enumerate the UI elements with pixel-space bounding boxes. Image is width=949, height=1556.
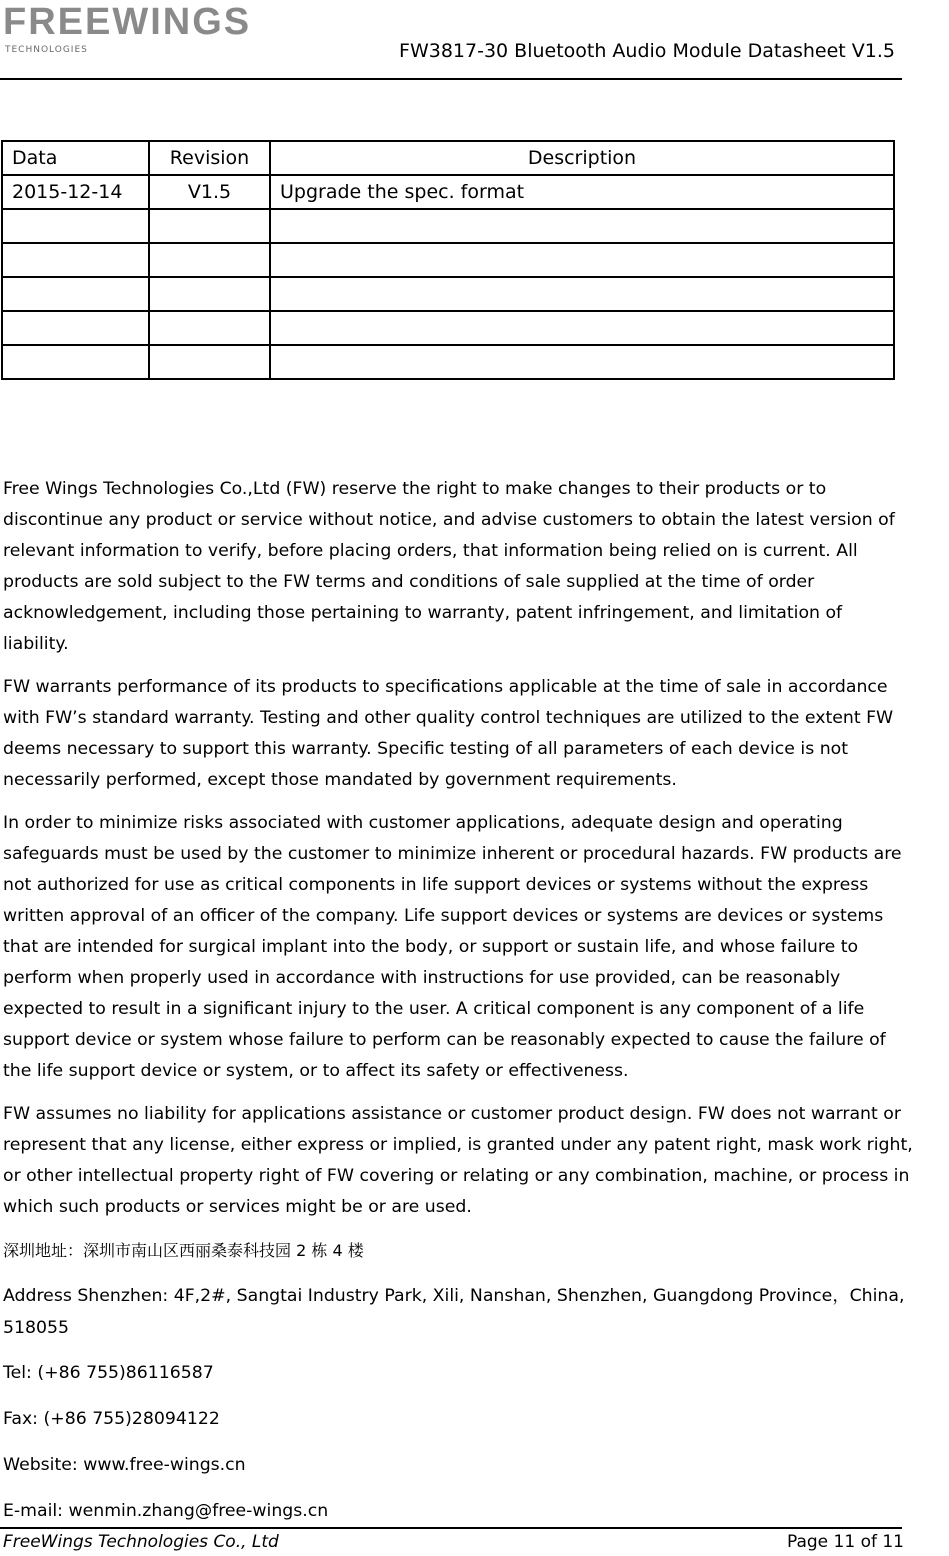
header-description: Description <box>270 141 894 175</box>
table-row <box>2 277 894 311</box>
table-header-row <box>2 141 894 175</box>
header-revision: Revision <box>149 141 270 175</box>
disclaimer-paragraph: Free Wings Technologies Co.,Ltd (FW) reserve the right to make changes to their products or to discontinue any product or service without notice, and advise customers to obtain the latest version of relevant information to verify, before placing orders, that information being relied on is current. All products are sold subject to the FW terms and conditions of sale supplied at the time of order acknowledgement, including those pertaining to warranty, patent infringement, and limitation of liability. <box>3 479 895 654</box>
table-row <box>2 209 894 243</box>
cell-description <box>270 243 894 277</box>
table-row <box>2 311 894 345</box>
table-row <box>2 175 894 209</box>
cell-revision <box>149 277 270 311</box>
cell-description <box>270 209 894 243</box>
cell-description <box>270 345 894 379</box>
address-chinese: 深圳地址：深圳市南山区西丽桑泰科技园 2 栋 4 楼 <box>3 1241 364 1260</box>
warranty-paragraph: FW warrants performance of its products to specifications applicable at the time of sale in accordance with FW’s standard warranty. Testing and other quality control techniques are utilized to the extent FW deems necessary to support this warranty. Specific testing of all parameters of each device is not necessarily performed, except those mandated by government requirements. <box>3 677 894 790</box>
document-title: FW3817-30 Bluetooth Audio Module Datasheet V1.5 <box>399 40 895 62</box>
cell-revision <box>149 209 270 243</box>
cell-date <box>2 277 149 311</box>
revision-table <box>1 140 895 380</box>
footer-divider <box>0 1527 902 1529</box>
cell-revision: V1.5 <box>149 175 270 209</box>
cell-revision <box>149 243 270 277</box>
contact-info <box>3 1235 913 1534</box>
fax: Fax: (+86 755)28094122 <box>3 1409 220 1429</box>
email-link[interactable]: E-mail: wenmin.zhang@free-wings.cn <box>3 1501 329 1521</box>
table-row <box>2 345 894 379</box>
address-english: Address Shenzhen: 4F,2#, Sangtai Industry Park, Xili, Nanshan, Shenzhen, Guangdong Province，China, 518055 <box>3 1286 905 1338</box>
cell-date <box>2 311 149 345</box>
cell-description <box>270 277 894 311</box>
cell-date <box>2 243 149 277</box>
life-support-paragraph: In order to minimize risks associated with customer applications, adequate design and operating safeguards must be used by the customer to minimize inherent or procedural hazards. FW products are not authorized for use as critical components in life support devices or systems without the express written approval of an officer of the company. Life support devices or systems are devices or systems that are intended for surgical implant into the body, or support or sustain life, and whose failure to perform when properly used in accordance with instructions for use provided, can be reasonably expected to result in a significant injury to the user. A critical component is any component of a life support device or system whose failure to perform can be reasonably expected to cause the failure of the life support device or system, or to affect its safety or effectiveness. <box>3 813 902 1081</box>
disclaimer-section <box>3 474 913 1534</box>
cell-date: 2015-12-14 <box>2 175 149 209</box>
telephone: Tel: (+86 755)86116587 <box>3 1363 214 1383</box>
cell-date <box>2 209 149 243</box>
header-divider <box>0 78 902 80</box>
table-row <box>2 243 894 277</box>
footer-company: FreeWings Technologies Co., Ltd <box>3 1532 279 1552</box>
cell-revision <box>149 311 270 345</box>
cell-description <box>270 311 894 345</box>
liability-paragraph: FW assumes no liability for applications assistance or customer product design. FW does not warrant or represent that any license, either express or implied, is granted under any patent right, mask work right, or other intellectual property right of FW covering or relating or any combination, machine, or process in which such products or services might be or are used. <box>3 1104 913 1217</box>
company-logo <box>3 0 273 62</box>
page-number: Page 11 of 11 <box>786 1532 904 1552</box>
cell-revision <box>149 345 270 379</box>
header-data: Data <box>2 141 149 175</box>
website-link[interactable]: Website: www.free-wings.cn <box>3 1455 246 1475</box>
logo-subtext: TECHNOLOGIES <box>5 45 88 55</box>
cell-description: Upgrade the spec. format <box>270 175 894 209</box>
logo-text: FREEWINGS <box>3 1 252 43</box>
cell-date <box>2 345 149 379</box>
